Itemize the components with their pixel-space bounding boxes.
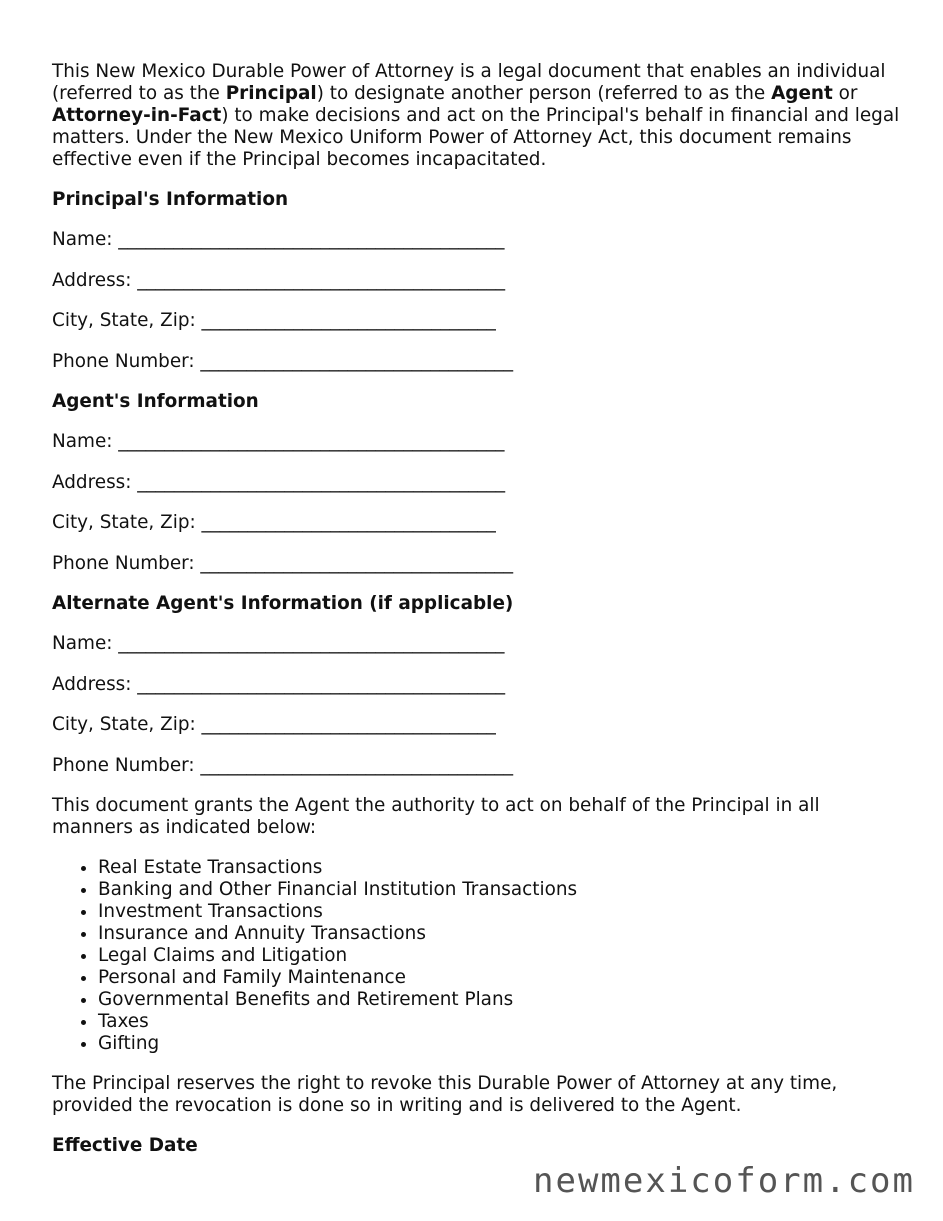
alternate-name-field[interactable]: Name: __________________________________________	[52, 633, 505, 654]
agent-name-field[interactable]: Name: __________________________________________	[52, 431, 505, 452]
agent-phone-field[interactable]: Phone Number: __________________________________	[52, 552, 514, 574]
agent-city-state-zip-field[interactable]: City, State, Zip: ________________________________	[52, 512, 496, 533]
alternate-phone-field[interactable]: Phone Number: __________________________________	[52, 754, 514, 776]
list-item: • Personal and Family Maintenance	[98, 967, 902, 989]
agent-address-field[interactable]: Address: ________________________________________	[52, 471, 506, 493]
effective-date-heading: Effective Date	[52, 1135, 198, 1156]
alternate-city-state-zip-field[interactable]: City, State, Zip: ________________________________	[52, 714, 496, 735]
principal-term: Principal	[225, 83, 317, 104]
list-item: • Banking and Other Financial Institution Transactions	[98, 879, 902, 901]
principal-city-state-zip-field[interactable]: City, State, Zip: ________________________________	[52, 310, 496, 331]
powers-list	[52, 857, 902, 1055]
list-item: • Insurance and Annuity Transactions	[98, 923, 902, 945]
principal-address-field[interactable]: Address: ________________________________________	[52, 269, 506, 291]
principal-section-heading: Principal's Information	[52, 189, 289, 210]
attorney-in-fact-term: Attorney-in-Fact	[52, 105, 222, 126]
list-item: • Taxes	[98, 1011, 902, 1033]
list-item: • Real Estate Transactions	[98, 857, 902, 879]
intro-paragraph: This New Mexico Durable Power of Attorney is a legal document that enables an individual (referred to as the Principal) to designate another person (referred to as the Agent or Attorney-in-Fact) to make decisions and act on the Principal's behalf in financial and legal matters. Under the New Mexico Uniform Power of Attorney Act, this document remains effective even if the Principal becomes incapacitated.	[52, 61, 900, 170]
alternate-agent-section-heading: Alternate Agent's Information (if applicable)	[52, 593, 514, 614]
list-item: • Legal Claims and Litigation	[98, 945, 902, 967]
list-item: • Governmental Benefits and Retirement Plans	[98, 989, 902, 1011]
principal-name-field[interactable]: Name: __________________________________________	[52, 229, 505, 250]
revocation-paragraph: The Principal reserves the right to revoke this Durable Power of Attorney at any time, provided the revocation is done so in writing and is delivered to the Agent.	[52, 1073, 838, 1116]
site-watermark: newmexicoform.com	[533, 1161, 915, 1201]
list-item: • Investment Transactions	[98, 901, 902, 923]
agent-section-heading: Agent's Information	[52, 391, 259, 412]
alternate-address-field[interactable]: Address: ________________________________________	[52, 673, 506, 695]
principal-phone-field[interactable]: Phone Number: __________________________________	[52, 350, 514, 372]
list-item: • Gifting	[98, 1033, 902, 1055]
document-page	[52, 61, 902, 1175]
agent-term: Agent	[771, 83, 833, 104]
grant-paragraph: This document grants the Agent the authority to act on behalf of the Principal in all manners as indicated below:	[52, 795, 820, 838]
